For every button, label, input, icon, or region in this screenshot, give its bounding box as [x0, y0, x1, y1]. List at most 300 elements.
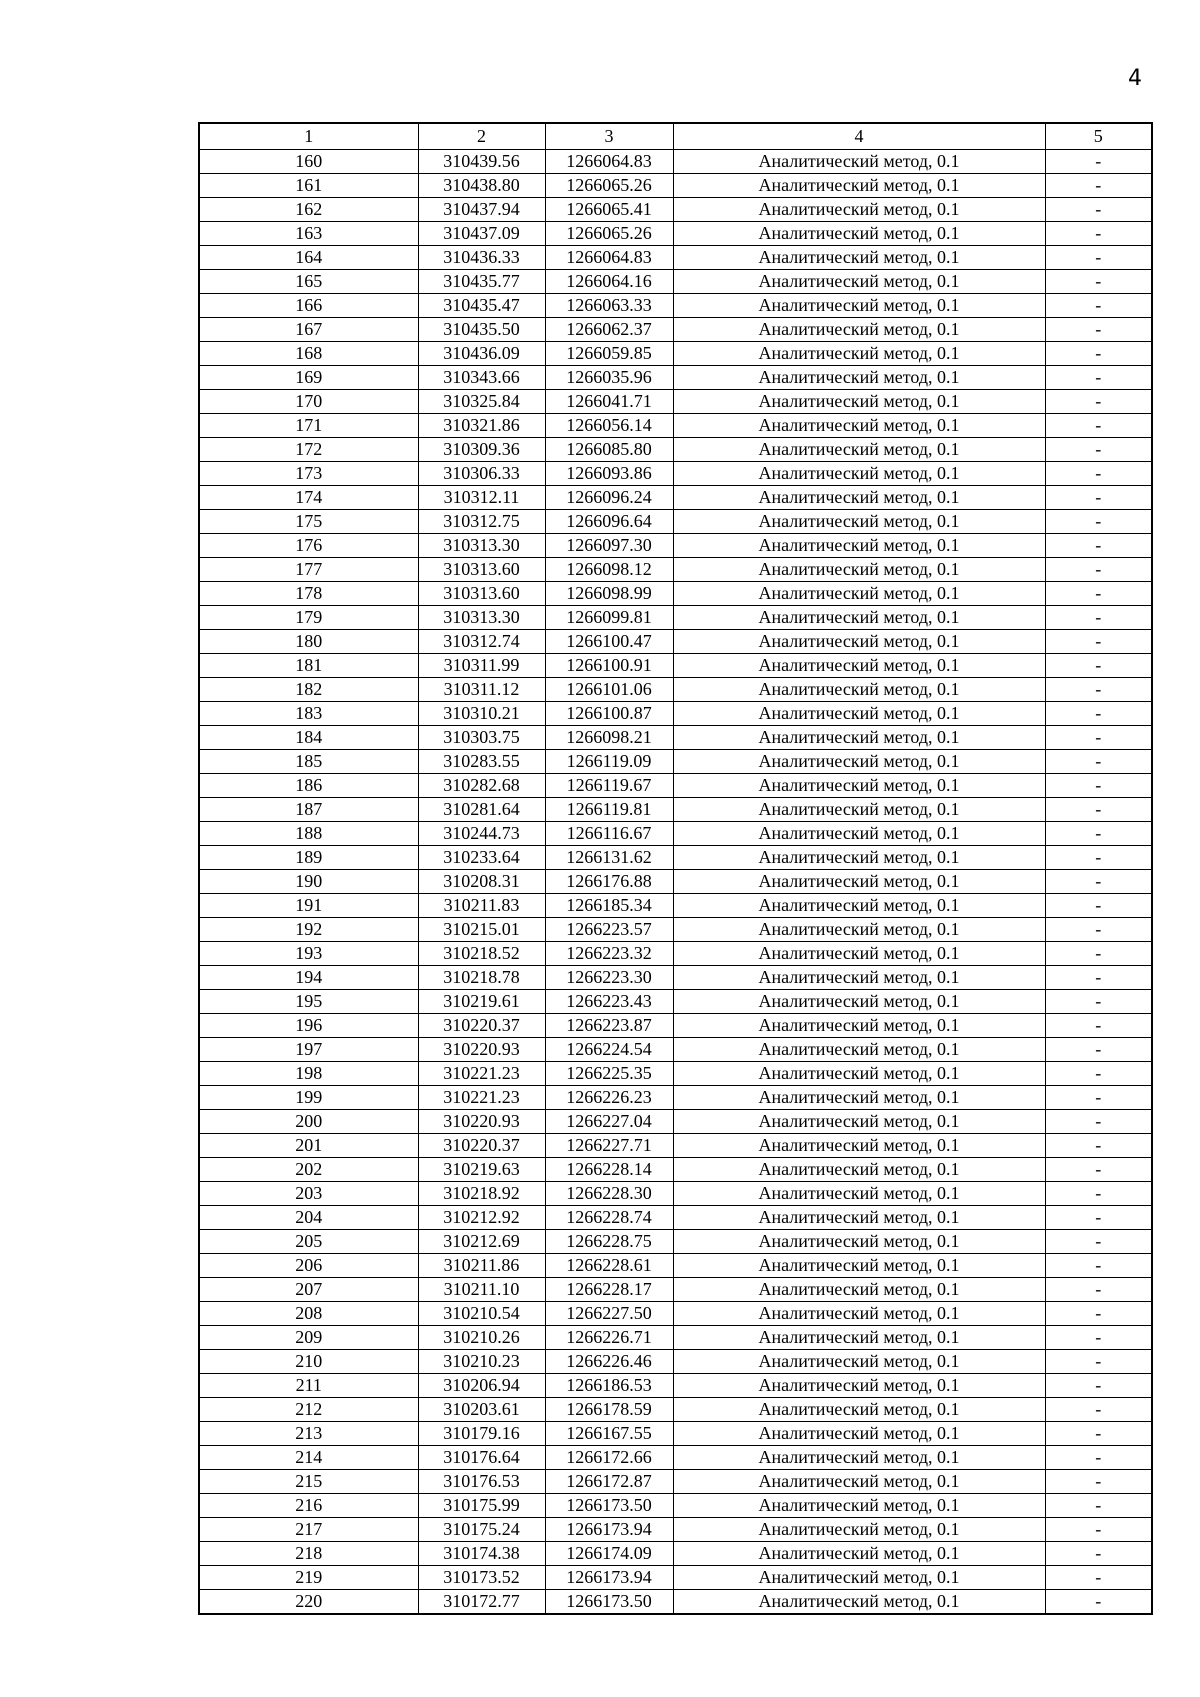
y-coordinate-cell: 1266172.87	[545, 1470, 673, 1494]
table-row	[199, 1326, 1152, 1350]
method-cell: Аналитический метод, 0.1	[673, 390, 1045, 414]
y-coordinate-cell: 1266226.71	[545, 1326, 673, 1350]
x-coordinate-cell: 310218.52	[418, 942, 545, 966]
y-coordinate-cell: 1266119.81	[545, 798, 673, 822]
y-coordinate-cell: 1266063.33	[545, 294, 673, 318]
x-coordinate-cell: 310210.54	[418, 1302, 545, 1326]
y-coordinate-cell: 1266223.43	[545, 990, 673, 1014]
method-cell: Аналитический метод, 0.1	[673, 678, 1045, 702]
dash-cell: -	[1045, 1134, 1152, 1158]
y-coordinate-cell: 1266227.50	[545, 1302, 673, 1326]
table-row	[199, 1158, 1152, 1182]
point-number-cell: 180	[199, 630, 418, 654]
table-row	[199, 1590, 1152, 1615]
dash-cell: -	[1045, 1206, 1152, 1230]
column-header: 1	[199, 123, 418, 150]
table-row	[199, 1062, 1152, 1086]
x-coordinate-cell: 310310.21	[418, 702, 545, 726]
point-number-cell: 220	[199, 1590, 418, 1615]
point-number-cell: 172	[199, 438, 418, 462]
table-row	[199, 822, 1152, 846]
point-number-cell: 163	[199, 222, 418, 246]
y-coordinate-cell: 1266119.67	[545, 774, 673, 798]
method-cell: Аналитический метод, 0.1	[673, 462, 1045, 486]
point-number-cell: 167	[199, 318, 418, 342]
table-row	[199, 1278, 1152, 1302]
point-number-cell: 195	[199, 990, 418, 1014]
table-row	[199, 798, 1152, 822]
point-number-cell: 204	[199, 1206, 418, 1230]
method-cell: Аналитический метод, 0.1	[673, 438, 1045, 462]
dash-cell: -	[1045, 846, 1152, 870]
table-row	[199, 1422, 1152, 1446]
table-row	[199, 582, 1152, 606]
table-row	[199, 990, 1152, 1014]
table-row	[199, 1446, 1152, 1470]
point-number-cell: 178	[199, 582, 418, 606]
x-coordinate-cell: 310175.24	[418, 1518, 545, 1542]
method-cell: Аналитический метод, 0.1	[673, 1014, 1045, 1038]
y-coordinate-cell: 1266226.46	[545, 1350, 673, 1374]
table-row	[199, 270, 1152, 294]
point-number-cell: 177	[199, 558, 418, 582]
y-coordinate-cell: 1266064.16	[545, 270, 673, 294]
y-coordinate-cell: 1266228.75	[545, 1230, 673, 1254]
x-coordinate-cell: 310220.93	[418, 1110, 545, 1134]
dash-cell: -	[1045, 1158, 1152, 1182]
point-number-cell: 216	[199, 1494, 418, 1518]
x-coordinate-cell: 310212.69	[418, 1230, 545, 1254]
dash-cell: -	[1045, 678, 1152, 702]
y-coordinate-cell: 1266098.99	[545, 582, 673, 606]
method-cell: Аналитический метод, 0.1	[673, 174, 1045, 198]
point-number-cell: 182	[199, 678, 418, 702]
x-coordinate-cell: 310436.33	[418, 246, 545, 270]
x-coordinate-cell: 310311.99	[418, 654, 545, 678]
dash-cell: -	[1045, 438, 1152, 462]
x-coordinate-cell: 310176.64	[418, 1446, 545, 1470]
point-number-cell: 193	[199, 942, 418, 966]
y-coordinate-cell: 1266097.30	[545, 534, 673, 558]
point-number-cell: 197	[199, 1038, 418, 1062]
y-coordinate-cell: 1266098.12	[545, 558, 673, 582]
point-number-cell: 219	[199, 1566, 418, 1590]
y-coordinate-cell: 1266172.66	[545, 1446, 673, 1470]
dash-cell: -	[1045, 1374, 1152, 1398]
dash-cell: -	[1045, 582, 1152, 606]
table-row	[199, 606, 1152, 630]
x-coordinate-cell: 310313.60	[418, 582, 545, 606]
point-number-cell: 206	[199, 1254, 418, 1278]
point-number-cell: 213	[199, 1422, 418, 1446]
y-coordinate-cell: 1266173.50	[545, 1590, 673, 1615]
dash-cell: -	[1045, 894, 1152, 918]
y-coordinate-cell: 1266228.30	[545, 1182, 673, 1206]
x-coordinate-cell: 310438.80	[418, 174, 545, 198]
table-row	[199, 630, 1152, 654]
point-number-cell: 186	[199, 774, 418, 798]
x-coordinate-cell: 310212.92	[418, 1206, 545, 1230]
method-cell: Аналитический метод, 0.1	[673, 1470, 1045, 1494]
method-cell: Аналитический метод, 0.1	[673, 1302, 1045, 1326]
y-coordinate-cell: 1266098.21	[545, 726, 673, 750]
dash-cell: -	[1045, 534, 1152, 558]
dash-cell: -	[1045, 270, 1152, 294]
method-cell: Аналитический метод, 0.1	[673, 966, 1045, 990]
method-cell: Аналитический метод, 0.1	[673, 414, 1045, 438]
method-cell: Аналитический метод, 0.1	[673, 1062, 1045, 1086]
point-number-cell: 181	[199, 654, 418, 678]
y-coordinate-cell: 1266064.83	[545, 246, 673, 270]
x-coordinate-cell: 310283.55	[418, 750, 545, 774]
point-number-cell: 160	[199, 150, 418, 174]
table-row	[199, 342, 1152, 366]
y-coordinate-cell: 1266227.04	[545, 1110, 673, 1134]
table-row	[199, 1206, 1152, 1230]
dash-cell: -	[1045, 1014, 1152, 1038]
point-number-cell: 183	[199, 702, 418, 726]
y-coordinate-cell: 1266228.74	[545, 1206, 673, 1230]
table-row	[199, 318, 1152, 342]
table-row	[199, 414, 1152, 438]
y-coordinate-cell: 1266085.80	[545, 438, 673, 462]
dash-cell: -	[1045, 366, 1152, 390]
table-row	[199, 966, 1152, 990]
x-coordinate-cell: 310179.16	[418, 1422, 545, 1446]
y-coordinate-cell: 1266096.24	[545, 486, 673, 510]
x-coordinate-cell: 310220.37	[418, 1014, 545, 1038]
point-number-cell: 171	[199, 414, 418, 438]
method-cell: Аналитический метод, 0.1	[673, 654, 1045, 678]
dash-cell: -	[1045, 1278, 1152, 1302]
table-row	[199, 1518, 1152, 1542]
y-coordinate-cell: 1266186.53	[545, 1374, 673, 1398]
method-cell: Аналитический метод, 0.1	[673, 1566, 1045, 1590]
x-coordinate-cell: 310208.31	[418, 870, 545, 894]
method-cell: Аналитический метод, 0.1	[673, 822, 1045, 846]
x-coordinate-cell: 310281.64	[418, 798, 545, 822]
table-row	[199, 246, 1152, 270]
point-number-cell: 184	[199, 726, 418, 750]
dash-cell: -	[1045, 870, 1152, 894]
dash-cell: -	[1045, 1182, 1152, 1206]
x-coordinate-cell: 310321.86	[418, 414, 545, 438]
table-row	[199, 510, 1152, 534]
dash-cell: -	[1045, 966, 1152, 990]
x-coordinate-cell: 310313.30	[418, 606, 545, 630]
point-number-cell: 170	[199, 390, 418, 414]
point-number-cell: 212	[199, 1398, 418, 1422]
table-row	[199, 1542, 1152, 1566]
point-number-cell: 196	[199, 1014, 418, 1038]
x-coordinate-cell: 310437.94	[418, 198, 545, 222]
y-coordinate-cell: 1266227.71	[545, 1134, 673, 1158]
dash-cell: -	[1045, 918, 1152, 942]
method-cell: Аналитический метод, 0.1	[673, 1278, 1045, 1302]
x-coordinate-cell: 310219.63	[418, 1158, 545, 1182]
y-coordinate-cell: 1266065.41	[545, 198, 673, 222]
x-coordinate-cell: 310311.12	[418, 678, 545, 702]
point-number-cell: 199	[199, 1086, 418, 1110]
x-coordinate-cell: 310437.09	[418, 222, 545, 246]
y-coordinate-cell: 1266223.57	[545, 918, 673, 942]
table-row	[199, 894, 1152, 918]
table-row	[199, 174, 1152, 198]
x-coordinate-cell: 310206.94	[418, 1374, 545, 1398]
table-row	[199, 1134, 1152, 1158]
table-header-row	[199, 123, 1152, 150]
method-cell: Аналитический метод, 0.1	[673, 918, 1045, 942]
point-number-cell: 191	[199, 894, 418, 918]
dash-cell: -	[1045, 990, 1152, 1014]
table-row	[199, 702, 1152, 726]
dash-cell: -	[1045, 1542, 1152, 1566]
coordinates-table	[198, 122, 1153, 1615]
dash-cell: -	[1045, 558, 1152, 582]
x-coordinate-cell: 310435.77	[418, 270, 545, 294]
x-coordinate-cell: 310211.10	[418, 1278, 545, 1302]
method-cell: Аналитический метод, 0.1	[673, 1446, 1045, 1470]
method-cell: Аналитический метод, 0.1	[673, 1398, 1045, 1422]
dash-cell: -	[1045, 222, 1152, 246]
y-coordinate-cell: 1266100.91	[545, 654, 673, 678]
method-cell: Аналитический метод, 0.1	[673, 774, 1045, 798]
table-row	[199, 654, 1152, 678]
dash-cell: -	[1045, 1062, 1152, 1086]
method-cell: Аналитический метод, 0.1	[673, 894, 1045, 918]
dash-cell: -	[1045, 774, 1152, 798]
point-number-cell: 176	[199, 534, 418, 558]
table-row	[199, 1302, 1152, 1326]
x-coordinate-cell: 310210.23	[418, 1350, 545, 1374]
x-coordinate-cell: 310221.23	[418, 1086, 545, 1110]
x-coordinate-cell: 310219.61	[418, 990, 545, 1014]
x-coordinate-cell: 310221.23	[418, 1062, 545, 1086]
dash-cell: -	[1045, 1302, 1152, 1326]
column-header: 5	[1045, 123, 1152, 150]
point-number-cell: 209	[199, 1326, 418, 1350]
point-number-cell: 165	[199, 270, 418, 294]
dash-cell: -	[1045, 486, 1152, 510]
x-coordinate-cell: 310220.93	[418, 1038, 545, 1062]
table-row	[199, 750, 1152, 774]
table-row	[199, 294, 1152, 318]
point-number-cell: 189	[199, 846, 418, 870]
method-cell: Аналитический метод, 0.1	[673, 1494, 1045, 1518]
method-cell: Аналитический метод, 0.1	[673, 1350, 1045, 1374]
method-cell: Аналитический метод, 0.1	[673, 150, 1045, 174]
table-body	[199, 150, 1152, 1615]
point-number-cell: 187	[199, 798, 418, 822]
y-coordinate-cell: 1266116.67	[545, 822, 673, 846]
table-row	[199, 942, 1152, 966]
y-coordinate-cell: 1266176.88	[545, 870, 673, 894]
point-number-cell: 164	[199, 246, 418, 270]
method-cell: Аналитический метод, 0.1	[673, 1110, 1045, 1134]
y-coordinate-cell: 1266093.86	[545, 462, 673, 486]
method-cell: Аналитический метод, 0.1	[673, 198, 1045, 222]
x-coordinate-cell: 310210.26	[418, 1326, 545, 1350]
point-number-cell: 208	[199, 1302, 418, 1326]
dash-cell: -	[1045, 462, 1152, 486]
point-number-cell: 207	[199, 1278, 418, 1302]
y-coordinate-cell: 1266226.23	[545, 1086, 673, 1110]
x-coordinate-cell: 310282.68	[418, 774, 545, 798]
method-cell: Аналитический метод, 0.1	[673, 1374, 1045, 1398]
dash-cell: -	[1045, 174, 1152, 198]
dash-cell: -	[1045, 1398, 1152, 1422]
x-coordinate-cell: 310309.36	[418, 438, 545, 462]
method-cell: Аналитический метод, 0.1	[673, 1518, 1045, 1542]
x-coordinate-cell: 310175.99	[418, 1494, 545, 1518]
dash-cell: -	[1045, 150, 1152, 174]
method-cell: Аналитический метод, 0.1	[673, 294, 1045, 318]
table-row	[199, 438, 1152, 462]
dash-cell: -	[1045, 726, 1152, 750]
dash-cell: -	[1045, 1350, 1152, 1374]
table-row	[199, 222, 1152, 246]
table-row	[199, 1398, 1152, 1422]
table-row	[199, 1566, 1152, 1590]
y-coordinate-cell: 1266185.34	[545, 894, 673, 918]
dash-cell: -	[1045, 1110, 1152, 1134]
dash-cell: -	[1045, 390, 1152, 414]
x-coordinate-cell: 310173.52	[418, 1566, 545, 1590]
x-coordinate-cell: 310325.84	[418, 390, 545, 414]
x-coordinate-cell: 310218.92	[418, 1182, 545, 1206]
method-cell: Аналитический метод, 0.1	[673, 798, 1045, 822]
method-cell: Аналитический метод, 0.1	[673, 1542, 1045, 1566]
point-number-cell: 166	[199, 294, 418, 318]
dash-cell: -	[1045, 1518, 1152, 1542]
y-coordinate-cell: 1266228.14	[545, 1158, 673, 1182]
y-coordinate-cell: 1266065.26	[545, 222, 673, 246]
y-coordinate-cell: 1266228.61	[545, 1254, 673, 1278]
y-coordinate-cell: 1266056.14	[545, 414, 673, 438]
dash-cell: -	[1045, 1254, 1152, 1278]
method-cell: Аналитический метод, 0.1	[673, 582, 1045, 606]
x-coordinate-cell: 310312.11	[418, 486, 545, 510]
table-row	[199, 534, 1152, 558]
page-number: 4	[1128, 66, 1142, 91]
dash-cell: -	[1045, 1038, 1152, 1062]
x-coordinate-cell: 310312.75	[418, 510, 545, 534]
y-coordinate-cell: 1266065.26	[545, 174, 673, 198]
dash-cell: -	[1045, 606, 1152, 630]
dash-cell: -	[1045, 1566, 1152, 1590]
table-row	[199, 846, 1152, 870]
table-row	[199, 1254, 1152, 1278]
dash-cell: -	[1045, 414, 1152, 438]
table-row	[199, 918, 1152, 942]
x-coordinate-cell: 310211.86	[418, 1254, 545, 1278]
x-coordinate-cell: 310343.66	[418, 366, 545, 390]
method-cell: Аналитический метод, 0.1	[673, 270, 1045, 294]
y-coordinate-cell: 1266223.32	[545, 942, 673, 966]
dash-cell: -	[1045, 1326, 1152, 1350]
point-number-cell: 192	[199, 918, 418, 942]
table-row	[199, 486, 1152, 510]
y-coordinate-cell: 1266174.09	[545, 1542, 673, 1566]
method-cell: Аналитический метод, 0.1	[673, 702, 1045, 726]
table-row	[199, 558, 1152, 582]
x-coordinate-cell: 310313.30	[418, 534, 545, 558]
x-coordinate-cell: 310303.75	[418, 726, 545, 750]
table-row	[199, 774, 1152, 798]
method-cell: Аналитический метод, 0.1	[673, 1086, 1045, 1110]
point-number-cell: 205	[199, 1230, 418, 1254]
method-cell: Аналитический метод, 0.1	[673, 1590, 1045, 1615]
method-cell: Аналитический метод, 0.1	[673, 1422, 1045, 1446]
x-coordinate-cell: 310435.47	[418, 294, 545, 318]
point-number-cell: 218	[199, 1542, 418, 1566]
y-coordinate-cell: 1266223.87	[545, 1014, 673, 1038]
x-coordinate-cell: 310220.37	[418, 1134, 545, 1158]
method-cell: Аналитический метод, 0.1	[673, 342, 1045, 366]
dash-cell: -	[1045, 318, 1152, 342]
point-number-cell: 173	[199, 462, 418, 486]
table-row	[199, 1230, 1152, 1254]
column-header: 3	[545, 123, 673, 150]
method-cell: Аналитический метод, 0.1	[673, 750, 1045, 774]
y-coordinate-cell: 1266064.83	[545, 150, 673, 174]
table-row	[199, 1038, 1152, 1062]
method-cell: Аналитический метод, 0.1	[673, 630, 1045, 654]
dash-cell: -	[1045, 1494, 1152, 1518]
y-coordinate-cell: 1266119.09	[545, 750, 673, 774]
point-number-cell: 168	[199, 342, 418, 366]
table-row	[199, 1374, 1152, 1398]
x-coordinate-cell: 310172.77	[418, 1590, 545, 1615]
point-number-cell: 161	[199, 174, 418, 198]
y-coordinate-cell: 1266225.35	[545, 1062, 673, 1086]
table-row	[199, 150, 1152, 174]
table-row	[199, 678, 1152, 702]
x-coordinate-cell: 310215.01	[418, 918, 545, 942]
y-coordinate-cell: 1266100.87	[545, 702, 673, 726]
point-number-cell: 185	[199, 750, 418, 774]
column-header: 2	[418, 123, 545, 150]
column-header: 4	[673, 123, 1045, 150]
point-number-cell: 202	[199, 1158, 418, 1182]
dash-cell: -	[1045, 1590, 1152, 1615]
method-cell: Аналитический метод, 0.1	[673, 1230, 1045, 1254]
dash-cell: -	[1045, 246, 1152, 270]
dash-cell: -	[1045, 798, 1152, 822]
y-coordinate-cell: 1266041.71	[545, 390, 673, 414]
x-coordinate-cell: 310439.56	[418, 150, 545, 174]
point-number-cell: 190	[199, 870, 418, 894]
x-coordinate-cell: 310312.74	[418, 630, 545, 654]
method-cell: Аналитический метод, 0.1	[673, 1182, 1045, 1206]
method-cell: Аналитический метод, 0.1	[673, 1134, 1045, 1158]
dash-cell: -	[1045, 702, 1152, 726]
x-coordinate-cell: 310211.83	[418, 894, 545, 918]
point-number-cell: 179	[199, 606, 418, 630]
method-cell: Аналитический метод, 0.1	[673, 534, 1045, 558]
dash-cell: -	[1045, 822, 1152, 846]
dash-cell: -	[1045, 750, 1152, 774]
table-row	[199, 366, 1152, 390]
y-coordinate-cell: 1266173.94	[545, 1518, 673, 1542]
method-cell: Аналитический метод, 0.1	[673, 1206, 1045, 1230]
method-cell: Аналитический метод, 0.1	[673, 486, 1045, 510]
method-cell: Аналитический метод, 0.1	[673, 558, 1045, 582]
dash-cell: -	[1045, 294, 1152, 318]
dash-cell: -	[1045, 1086, 1152, 1110]
dash-cell: -	[1045, 1230, 1152, 1254]
table-row	[199, 1470, 1152, 1494]
